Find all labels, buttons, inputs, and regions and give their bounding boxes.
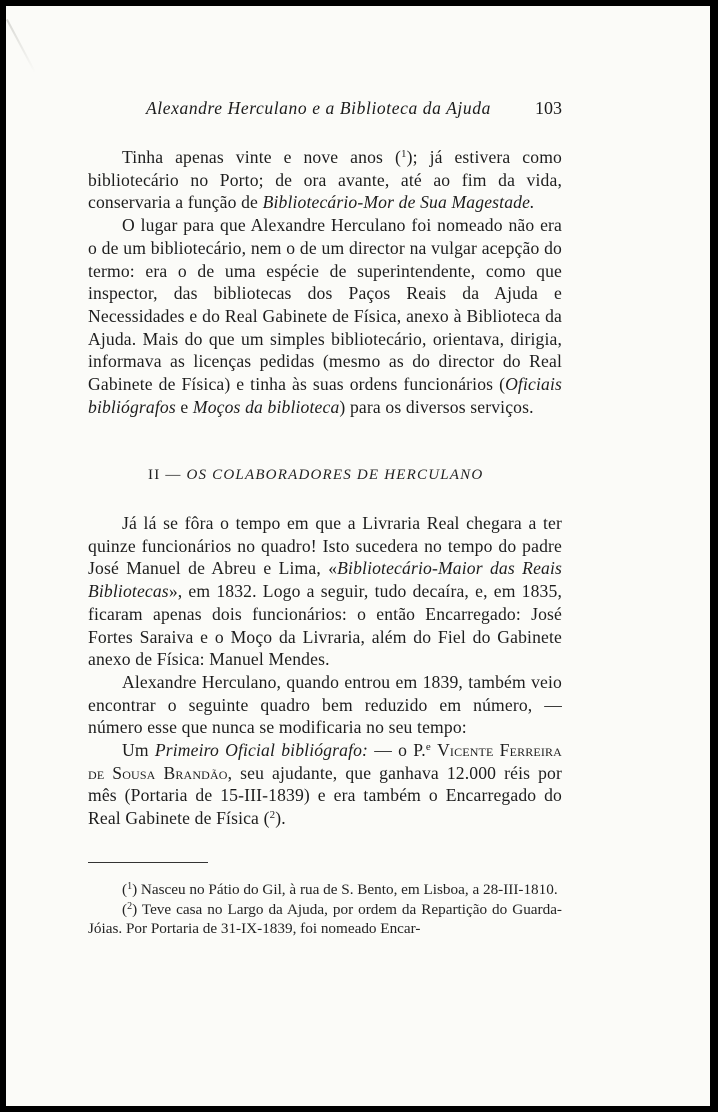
text-run: ) para os diversos serviços. — [339, 396, 534, 417]
section-numeral: II — — [148, 467, 187, 483]
footnote-rule — [88, 862, 208, 863]
footnote-ref: 1 — [400, 148, 407, 160]
main-text-2 — [88, 512, 562, 830]
smallcaps-name: Vicente Ferreira de Sousa Brandão — [88, 740, 562, 783]
book-page — [6, 6, 710, 1106]
footnote-mark: 1 — [127, 881, 133, 892]
footnotes — [88, 880, 562, 939]
text-run: ); já estivera como bibliotecário no Porto; de ora avante, até ao fim da vida, conservaria a função de — [88, 147, 562, 213]
italic-run: Oficiais bibliógrafos — [88, 374, 562, 417]
text-run: », em 1832. Logo a seguir, tudo decaíra, e, em 1835, ficaram apenas dois funcionários: o então Encarregado: José Fortes Saraiva e o Moço da Livraria, além do Fiel do Gabinete anexo de Física: Manuel Mendes. — [88, 581, 562, 670]
running-title: Alexandre Herculano e a Biblioteca da Ajuda — [146, 98, 491, 118]
page-number: 103 — [535, 98, 562, 118]
text-run: Alexandre Herculano, quando entrou em 1839, também veio encontrar o seguinte quadro bem reduzido em número, — número esse que nunca se modificaria no seu tempo: — [88, 671, 562, 738]
text-run: — o P. — [368, 740, 426, 761]
section-title: OS COLABORADORES DE HERCULANO — [186, 467, 484, 483]
footnote-ref: 2 — [269, 809, 276, 822]
text-run: Tinha apenas vinte e nove anos ( — [122, 147, 401, 167]
text-run: ). — [275, 808, 286, 829]
paragraph — [88, 512, 562, 671]
running-header — [146, 98, 562, 119]
text-run: O lugar para que Alexandre Herculano foi nomeado não era o de um bibliotecário, nem o de um director na vulgar acepção do termo: era o de uma espécie de superintendente, como que inspector, das bibliotecas dos Paços Reais da Ajuda e Necessidades e do Real Gabinete de Física, anexo à Biblioteca da Ajuda. Mais do que um simples bibliotecário, orientava, dirigia, informava as licenças pedidas (mesmo as do director do Real Gabinete de Física) e tinha às suas ordens funcionários ( — [88, 215, 562, 395]
paragraph — [88, 214, 562, 418]
text-run: e — [175, 396, 193, 417]
section-heading — [148, 467, 483, 484]
text-run: Um — [122, 740, 155, 761]
scan-artifact — [6, 19, 36, 73]
paragraph — [88, 146, 562, 214]
main-text — [88, 146, 562, 418]
superscript-e: e — [425, 741, 431, 754]
text-run: , seu ajudante, que ganhava 12.000 réis por mês (Portaria de 15-III-1839) e era também o Encarregado do Real Gabinete de Física ( — [88, 762, 562, 829]
italic-run: Bibliotecário-Mor de Sua Magestade. — [262, 192, 535, 213]
italic-run: Bibliotecário-Maior das Reais Bibliotecas — [88, 558, 563, 602]
footnote-text: Teve casa no Largo da Ajuda, por ordem da Repartição do Guarda-Jóias. Por Portaria de 31-IX-1839, foi nomeado Encar- — [88, 900, 562, 938]
text-run: Já lá se fôra o tempo em que a Livraria Real chegara a ter quinze funcionários no quadro! Isto sucedera no tempo do padre José Manuel de Abreu e Lima, « — [88, 513, 562, 579]
footnote: ($^1$) Nasceu no Pátio do Gil, à rua de S. Bento, em Lisboa, a 28-III-1810. — [122, 881, 558, 898]
footnote: ($^2$) Teve casa no Largo da Ajuda, por ordem da Repartição do Guarda-Jóias. Por Portaria de 31-IX-1839, foi nomeado Encar- — [88, 900, 562, 938]
paragraph — [88, 671, 562, 739]
paragraph — [88, 739, 562, 830]
footnote-text: Nasceu no Pátio do Gil, à rua de S. Bento, em Lisboa, a 28-III-1810. — [137, 881, 558, 898]
italic-run: Primeiro Oficial bibliógrafo: — [154, 740, 369, 761]
italic-run: Moços da biblioteca — [192, 396, 340, 417]
footnote-mark: 2 — [127, 900, 133, 912]
